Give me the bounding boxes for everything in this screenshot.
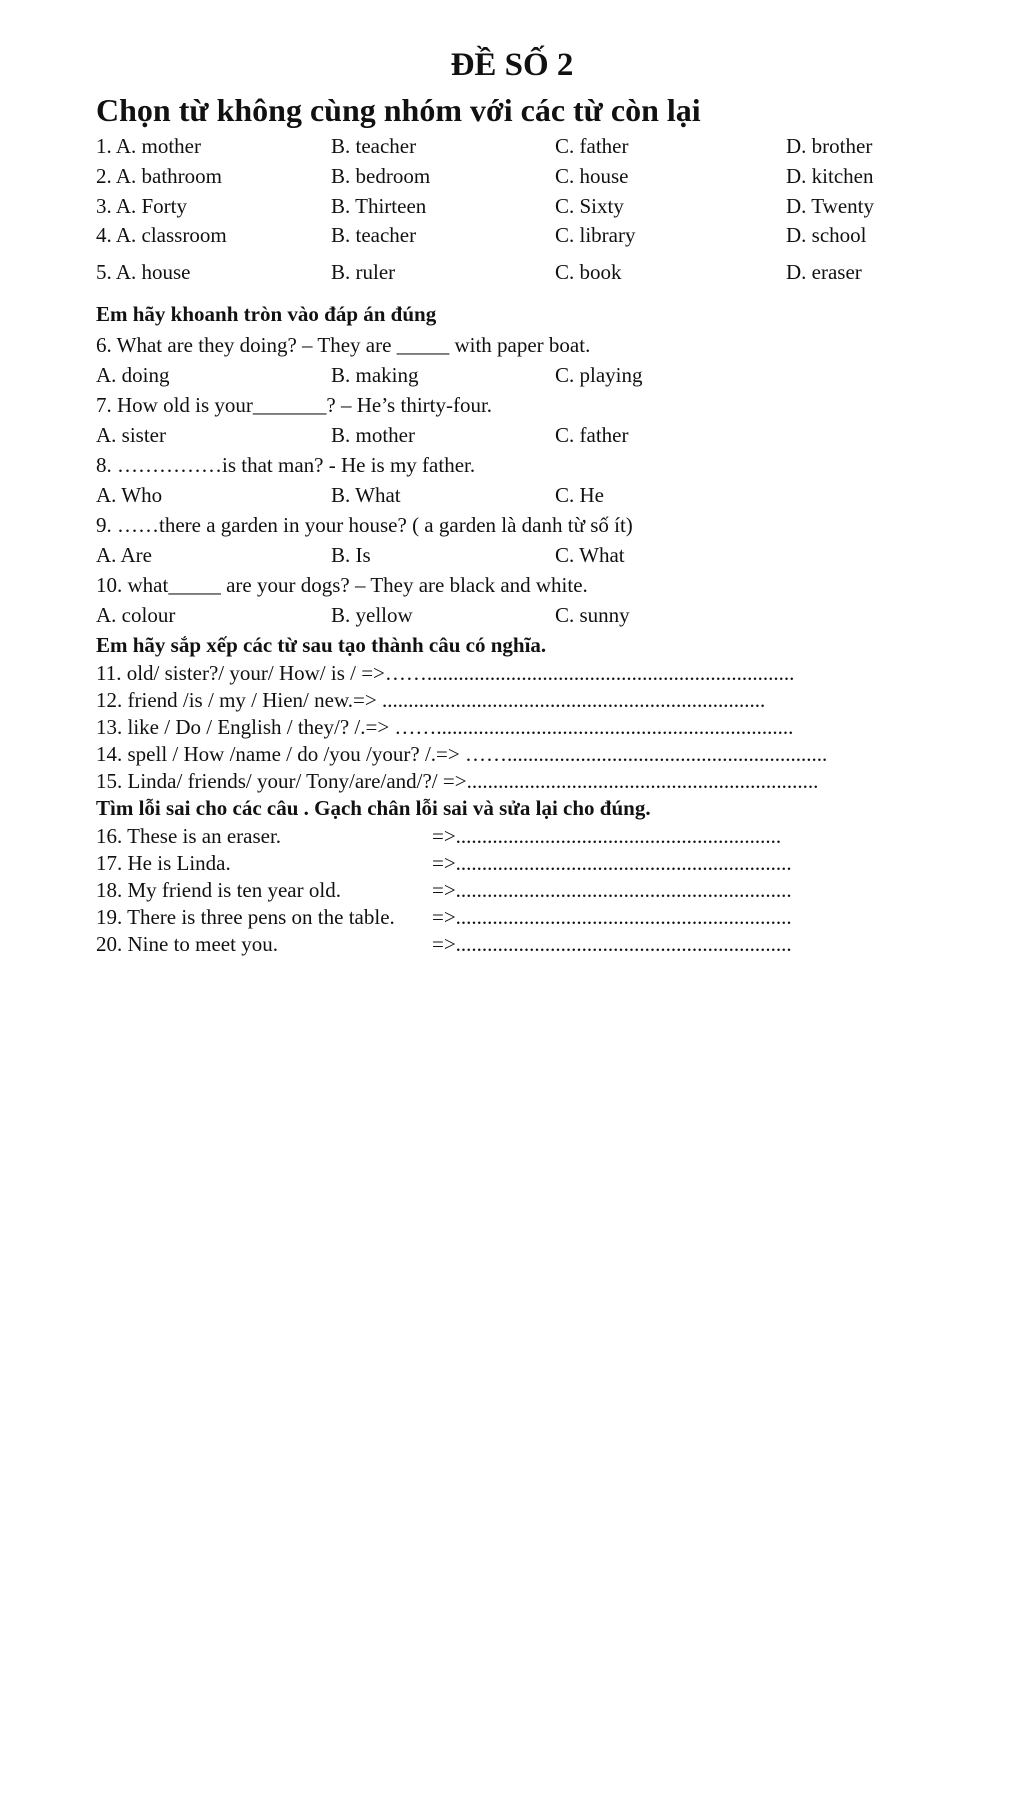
answer-option: C. playing	[555, 363, 643, 387]
question-option: 5. A. house	[96, 260, 191, 284]
question-text: 6. What are they doing? – They are _____ with paper boat.	[96, 333, 591, 357]
question-option: C. Sixty	[555, 194, 624, 218]
answer-option: C. father	[555, 423, 629, 447]
question-option: 2. A. bathroom	[96, 164, 222, 188]
question-text: 7. How old is your_______? – He’s thirty-four.	[96, 393, 493, 417]
question-option: 1. A. mother	[96, 134, 201, 158]
section4-title: Tìm lỗi sai cho các câu . Gạch chân lỗi sai và sửa lại cho đúng.	[96, 796, 651, 820]
answer-option: B. making	[331, 363, 419, 387]
question-option: B. ruler	[331, 260, 396, 284]
question-option: C. father	[555, 134, 629, 158]
answer-blank: =>................................................................	[432, 905, 792, 929]
question-option: D. eraser	[786, 260, 862, 284]
question-option: B. teacher	[331, 134, 417, 158]
answer-option: A. Are	[96, 543, 152, 567]
reorder-item: 14. spell / How /name / do /you /your? /.=> …….............................................................	[96, 742, 828, 766]
reorder-item: 13. like / Do / English / they/? /.=> ……....................................................................	[96, 715, 794, 739]
reorder-item: 12. friend /is / my / Hien/ new.=> .........................................................................	[96, 688, 766, 712]
answer-option: A. sister	[96, 423, 166, 447]
answer-blank: =>................................................................	[432, 851, 792, 875]
page-title: ĐỀ SỐ 2	[450, 47, 574, 83]
section2-title: Em hãy khoanh tròn vào đáp án đúng	[96, 302, 437, 326]
answer-option: C. What	[555, 543, 625, 567]
question-option: D. kitchen	[786, 164, 874, 188]
answer-option: A. Who	[96, 483, 163, 507]
question-text: 10. what_____ are your dogs? – They are black and white.	[96, 573, 588, 597]
error-sentence: 20. Nine to meet you.	[96, 932, 278, 956]
reorder-item: 15. Linda/ friends/ your/ Tony/are/and/?/ =>...................................................................	[96, 769, 819, 793]
question-option: 3. A. Forty	[96, 194, 188, 218]
answer-option: C. sunny	[555, 603, 630, 627]
error-sentence: 17. He is Linda.	[96, 851, 231, 875]
answer-blank: =>................................................................	[432, 932, 792, 956]
answer-blank: =>..............................................................	[432, 824, 782, 848]
error-sentence: 19. There is three pens on the table.	[96, 905, 395, 929]
section3-title: Em hãy sắp xếp các từ sau tạo thành câu có nghĩa.	[96, 633, 547, 657]
reorder-item: 11. old/ sister?/ your/ How/ is / =>……......................................................................	[96, 661, 795, 685]
question-option: 4. A. classroom	[96, 223, 227, 247]
error-sentence: 16. These is an eraser.	[96, 824, 282, 848]
answer-option: B. What	[331, 483, 401, 507]
question-option: B. bedroom	[331, 164, 431, 188]
question-option: C. book	[555, 260, 622, 284]
answer-blank: =>................................................................	[432, 878, 792, 902]
question-option: D. school	[786, 223, 867, 247]
question-option: B. Thirteen	[331, 194, 427, 218]
question-option: B. teacher	[331, 223, 417, 247]
answer-option: A. colour	[96, 603, 176, 627]
answer-option: B. mother	[331, 423, 415, 447]
answer-option: B. yellow	[331, 603, 413, 627]
question-text: 8. ……………is that man? - He is my father.	[96, 453, 476, 477]
question-option: C. house	[555, 164, 629, 188]
answer-option: B. Is	[331, 543, 371, 567]
error-sentence: 18. My friend is ten year old.	[96, 878, 341, 902]
question-option: D. brother	[786, 134, 873, 158]
question-option: D. Twenty	[786, 194, 874, 218]
section1-title: Chọn từ không cùng nhóm với các từ còn lại	[96, 92, 701, 128]
question-text: 9. ……there a garden in your house? ( a garden là danh từ số ít)	[96, 513, 633, 537]
answer-option: C. He	[555, 483, 604, 507]
question-option: C. library	[555, 223, 636, 247]
answer-option: A. doing	[96, 363, 170, 387]
